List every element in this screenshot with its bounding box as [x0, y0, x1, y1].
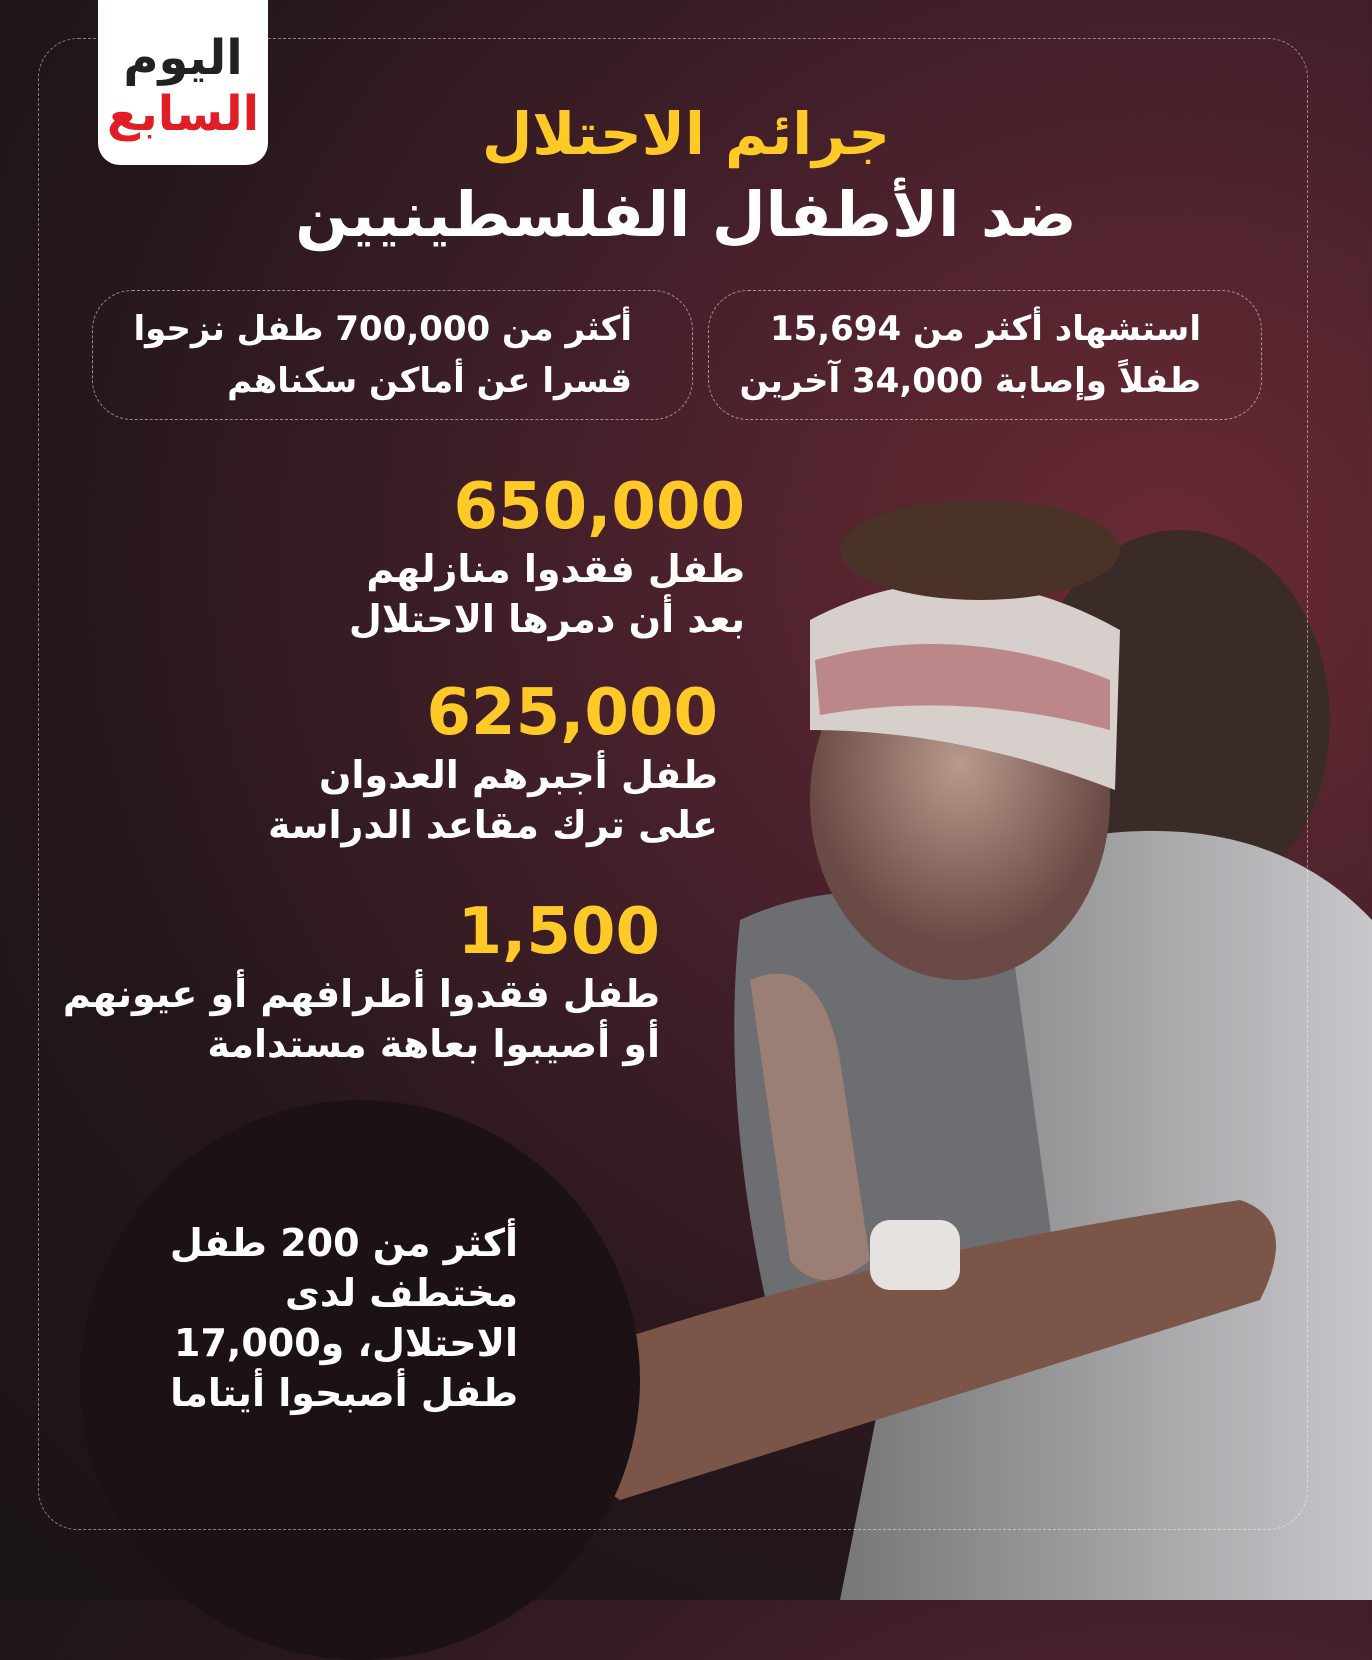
displaced-pill [92, 290, 693, 420]
stat-text: طفل فقدوا منازلهم [366, 547, 745, 591]
stat-abducted-orphans [170, 1218, 518, 1418]
stat-number: 1,500 [457, 895, 660, 969]
pill-text: استشهاد أكثر من 15,694 [769, 309, 1201, 349]
bottom-text: طفل أصبحوا أيتاما [170, 1371, 518, 1415]
title-line1: جرائم الاحتلال [481, 100, 891, 168]
stat-number: 650,000 [453, 470, 745, 544]
youm7-logo: اليوم السابع [98, 0, 268, 165]
stat-injuries [63, 895, 660, 1069]
stat-text: بعد أن دمرها الاحتلال [348, 597, 745, 641]
stat-text: على ترك مقاعد الدراسة [268, 803, 718, 847]
bottom-text: الاحتلال، و17,000 [174, 1321, 518, 1365]
bottom-text: مختطف لدى [285, 1271, 518, 1315]
pill-text: قسرا عن أماكن سكناهم [227, 361, 632, 401]
stat-homes [349, 470, 745, 644]
stat-text: طفل فقدوا أطرافهم أو عيونهم [62, 972, 660, 1016]
martyrs-pill [708, 290, 1262, 420]
pill-text: أكثر من 700,000 طفل نزحوا [133, 309, 632, 349]
stat-number: 625,000 [426, 676, 718, 750]
pill-text: طفلاً وإصابة 34,000 آخرين [739, 361, 1201, 401]
stat-school [268, 676, 718, 850]
bottom-text: أكثر من 200 طفل [169, 1221, 518, 1265]
stat-text: أو أصيبوا بعاهة مستدامة [207, 1022, 660, 1066]
stat-text: طفل أجبرهم العدوان [319, 753, 718, 797]
title-line2: ضد الأطفال الفلسطينيين [295, 178, 1077, 251]
